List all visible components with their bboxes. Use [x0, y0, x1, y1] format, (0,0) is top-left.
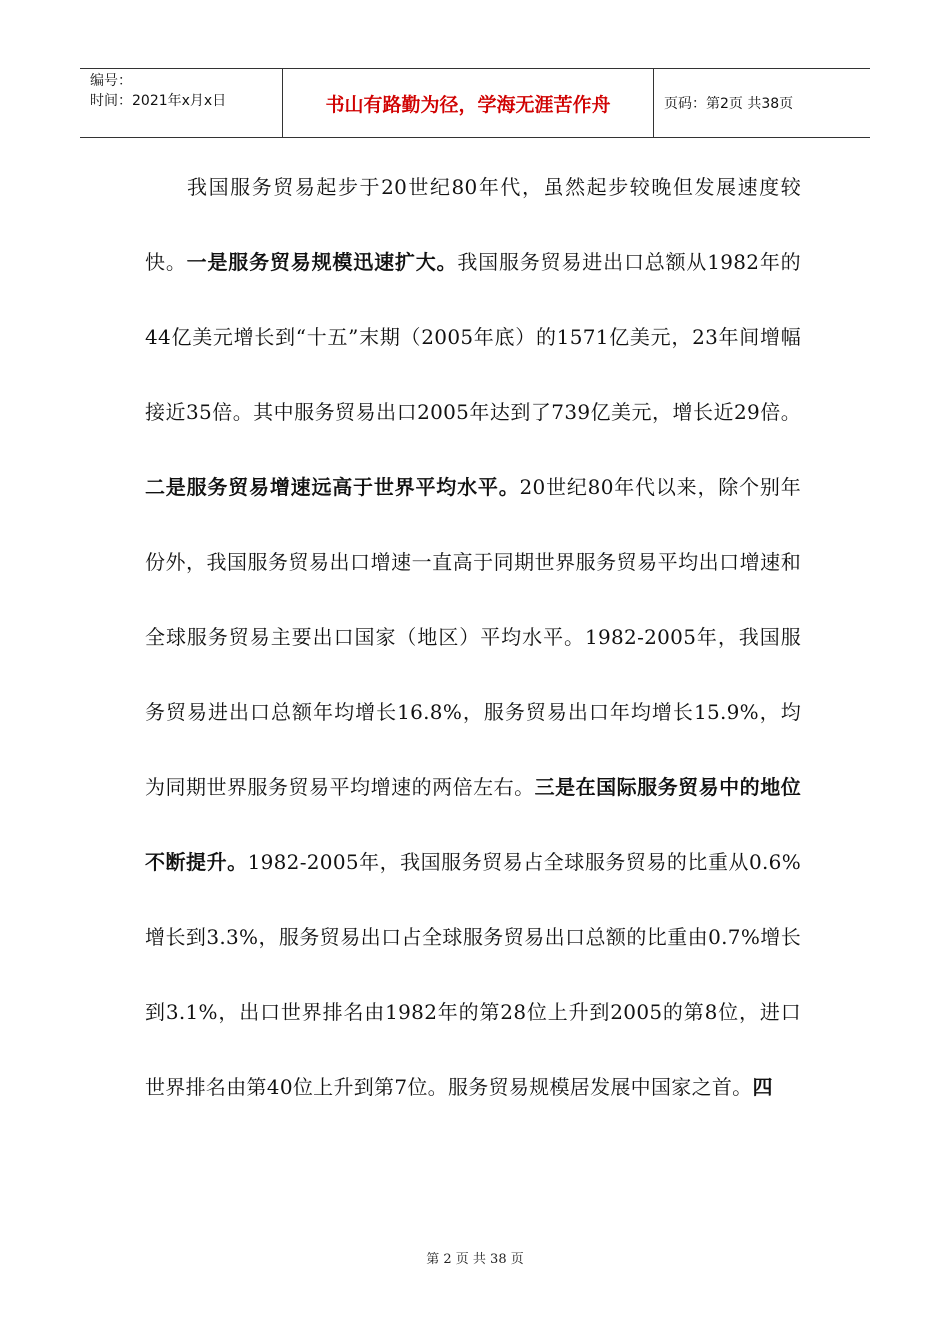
header-meta [80, 69, 282, 137]
document-date: 时间：2021年x月x日 [90, 93, 227, 109]
page-footer: 第 2 页 共 38 页 [426, 1252, 524, 1267]
header-page-info: 页码：第2页 共38页 [664, 96, 794, 112]
body-text-3: 20世纪80年代以来，除个别年份外，我国服务贸易出口增速一直高于同期世界服务贸易平均出口增速和全球服务贸易主要出口国家（地区）平均水平。1982-2005年，我国服务贸易进出口总额年均增长16.8%，服务贸易出口年均增长15.9%，均为同期世界服务贸易平均增速的两倍左右。 [145, 475, 801, 799]
bold-point-3: 三是在国际服务贸易中的地位不断提升。 [145, 775, 801, 874]
body-text-2: 我国服务贸易进出口总额从1982年的44亿美元增长到“十五”末期（2005年底）的1571亿美元，23年间增幅接近35倍。其中服务贸易出口2005年达到了739亿美元，增长近29倍。 [145, 250, 801, 424]
bold-point-4: 四 [752, 1075, 773, 1099]
document-code-label: 编号： [90, 73, 132, 89]
bold-point-2: 二是服务贸易增速远高于世界平均水平。 [145, 475, 520, 499]
bold-point-1: 一是服务贸易规模迅速扩大。 [186, 250, 458, 274]
body-text-1: 我国服务贸易起步于20世纪80年代，虽然起步较晚但发展速度较快。 [145, 175, 801, 274]
header-motto-cell [282, 69, 654, 137]
body-paragraph [145, 150, 801, 1125]
body-text-4: 1982-2005年，我国服务贸易占全球服务贸易的比重从0.6%增长到3.3%，服务贸易出口占全球服务贸易出口总额的比重由0.7%增长到3.1%，出口世界排名由1982年的第28位上升到2005的第8位，进口世界排名由第40位上升到第7位。服务贸易规模居发展中国家之首。 [145, 850, 801, 1099]
header-motto: 书山有路勤为径，学海无涯苦作舟 [325, 93, 611, 116]
page-header [80, 68, 870, 138]
